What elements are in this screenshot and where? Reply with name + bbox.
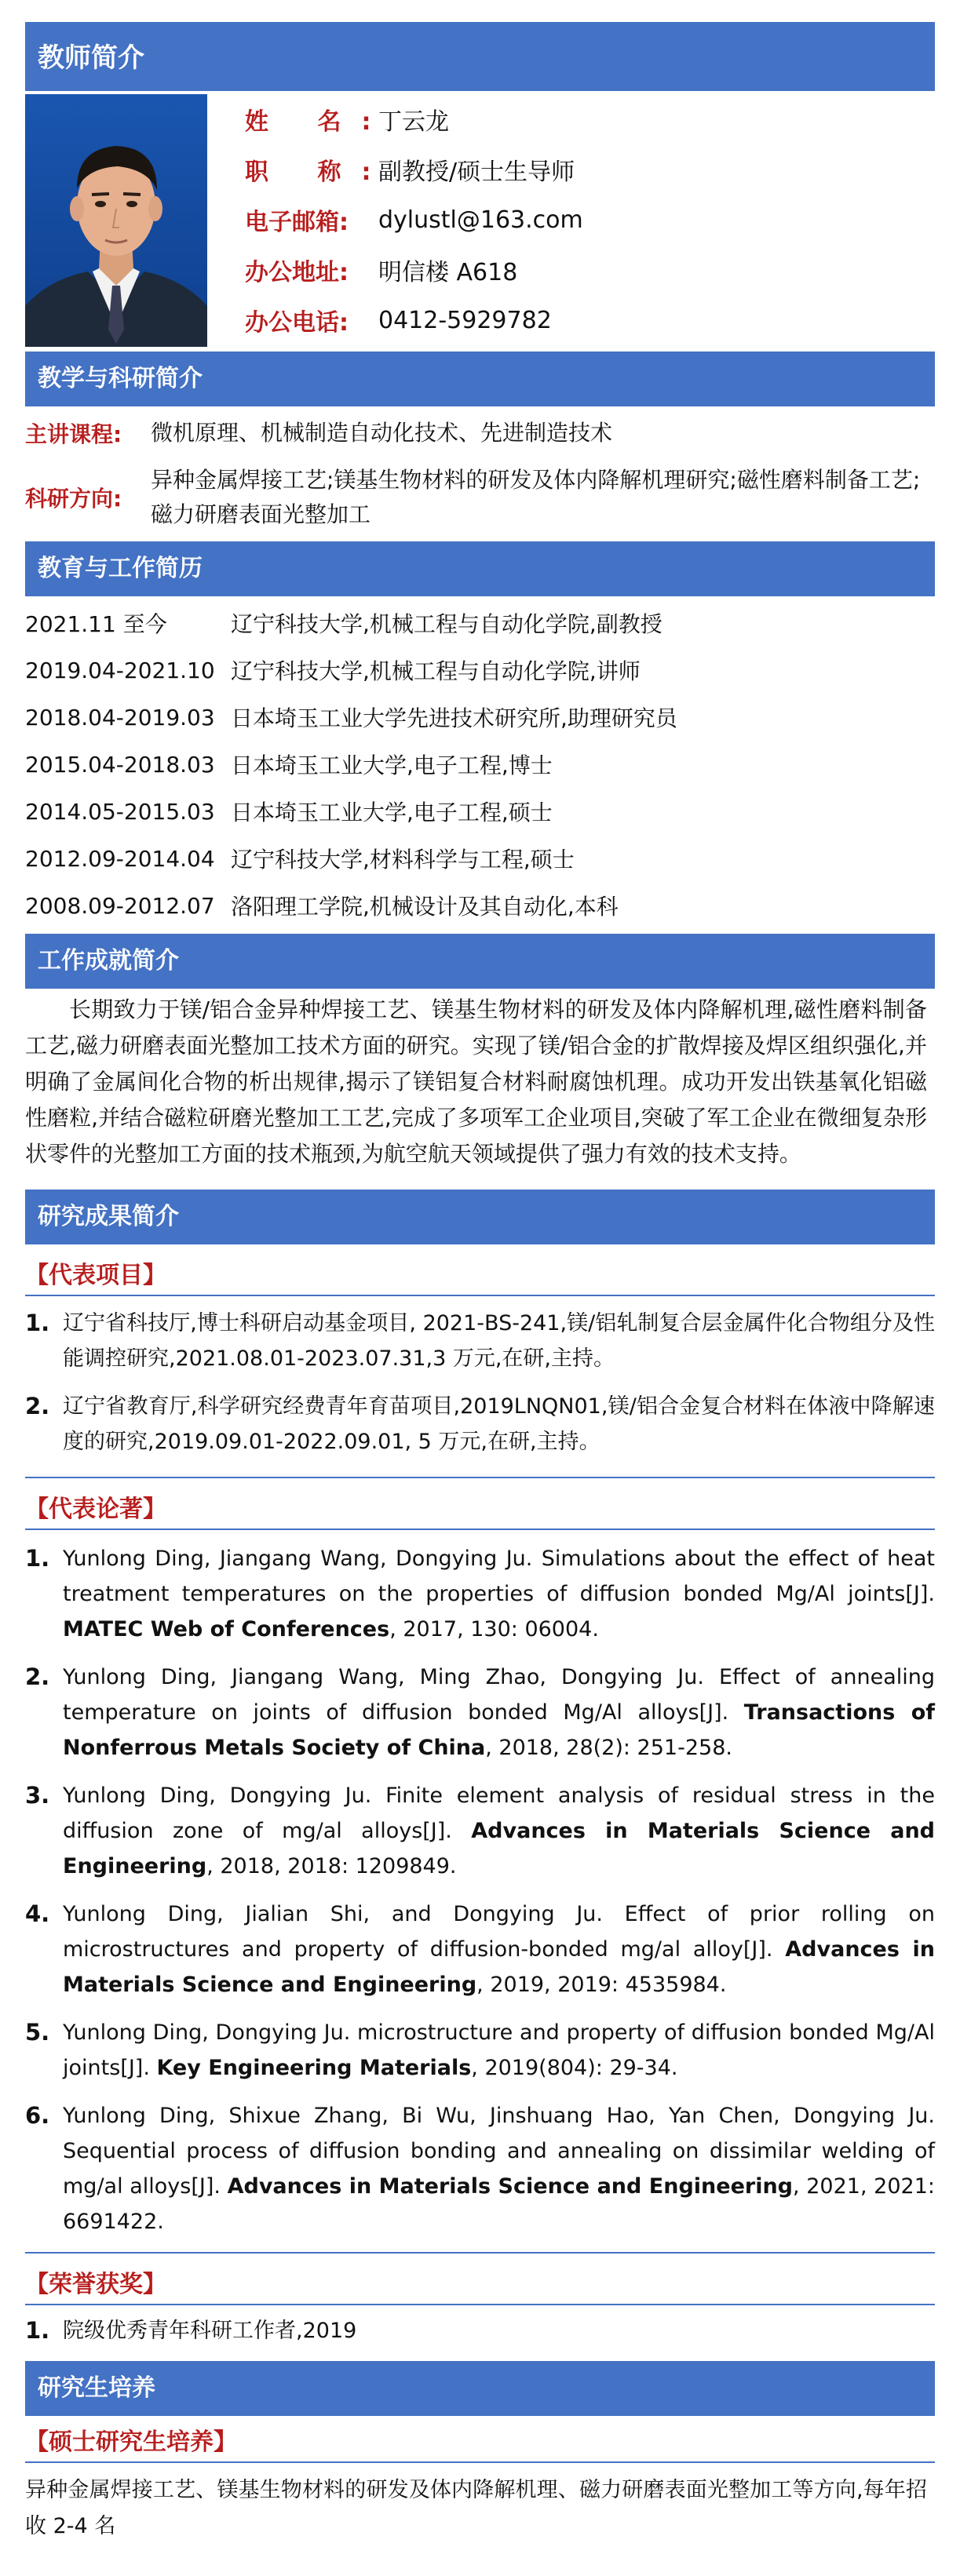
item-number: 1. <box>25 1310 50 1336</box>
office-label: 办公地址: <box>245 259 349 286</box>
divider <box>25 2252 935 2254</box>
email-value[interactable]: dylustl@163.com <box>378 206 583 234</box>
education-item <box>25 882 935 929</box>
office-value: 明信楼 A618 <box>378 259 518 286</box>
title-label: 职 称: <box>245 158 392 186</box>
paper-item <box>25 2098 935 2239</box>
project-text: 辽宁省教育厅,科学研究经费青年育苗项目,2019LNQN01,镁/铝合金复合材料在体液中降解速度的研究,2019.09.01-2022.09.01, 5 万元,在研,主持。 <box>63 1394 935 1454</box>
paper-citation: , 2021, 2021: 6691422. <box>63 2174 935 2234</box>
paper-item <box>25 1541 935 1647</box>
honor-item <box>25 2313 935 2348</box>
paper-authors-title: Yunlong Ding, Jiangang Wang, Dongying Ju. Simulations about the effect of heat treatment temperatures on the properties of diffusion bonded Mg/Al joints[J]. <box>63 1547 935 1606</box>
paper-item <box>25 1896 935 2002</box>
paper-item <box>25 1660 935 1765</box>
education-item <box>25 599 935 647</box>
project-item <box>25 1389 935 1459</box>
education-desc: 辽宁科技大学,机械工程与自动化学院,副教授 <box>231 611 663 637</box>
divider <box>25 2304 935 2305</box>
education-item <box>25 788 935 835</box>
education-date: 2008.09-2012.07 <box>25 892 215 919</box>
direction-value: 异种金属焊接工艺;镁基生物材料的研发及体内降解机理研究;磁性磨料制备工艺;磁力研磨表面光整加工 <box>151 467 921 527</box>
honor-text: 院级优秀青年科研工作者,2019 <box>63 2319 357 2343</box>
paper-text <box>63 1778 935 1884</box>
paper-text <box>63 2098 935 2239</box>
paper-text <box>63 1541 935 1647</box>
phone-row <box>245 295 583 345</box>
paper-text <box>63 1896 935 2002</box>
paper-citation: , 2017, 130: 06004. <box>389 1617 599 1641</box>
paper-authors-title: Yunlong Ding, Jiangang Wang, Ming Zhao, Dongying Ju. Effect of annealing temperature on joints of diffusion bonded Mg/Al alloys[J]. <box>63 1665 935 1725</box>
paper-item <box>25 1778 935 1884</box>
paper-authors-title: Yunlong Ding, Jialian Shi, and Dongying Ju. Effect of prior rolling on microstructures and property of diffusion-bonded mg/al alloy[J]. <box>63 1902 935 1962</box>
teacher-photo <box>25 94 207 347</box>
courses-row <box>25 414 935 452</box>
paper-text <box>63 1660 935 1765</box>
paper-text <box>63 2015 935 2086</box>
paper-journal: Advances in Materials Science and Engineering <box>63 1819 935 1878</box>
item-number: 1. <box>25 1545 50 1572</box>
education-item <box>25 835 935 882</box>
education-date: 2019.04-2021.10 <box>25 657 215 683</box>
item-number: 2. <box>25 1663 50 1690</box>
graduate-title: 【硕士研究生培养】 <box>25 2428 237 2456</box>
item-number: 5. <box>25 2019 50 2046</box>
name-row <box>245 94 583 144</box>
paper-journal: MATEC Web of Conferences <box>63 1617 390 1641</box>
education-date: 2018.04-2019.03 <box>25 704 215 731</box>
paper-item <box>25 2015 935 2086</box>
title-row <box>245 144 583 195</box>
education-desc: 日本埼玉工业大学,电子工程,硕士 <box>231 800 553 825</box>
direction-row <box>25 463 935 532</box>
paper-journal: Transactions of Nonferrous Metals Society of China <box>63 1700 936 1760</box>
education-item <box>25 741 935 788</box>
email-label: 电子邮箱: <box>245 209 349 236</box>
education-desc: 日本埼玉工业大学先进技术研究所,助理研究员 <box>231 705 677 731</box>
projects-title: 【代表项目】 <box>25 1262 166 1289</box>
paper-journal: Advances in Materials Science and Engineering <box>63 1937 935 1997</box>
education-item <box>25 694 935 741</box>
item-number: 6. <box>25 2102 50 2129</box>
project-text: 辽宁省科技厅,博士科研启动基金项目, 2021-BS-241,镁/铝轧制复合层金属件化合物组分及性能调控研究,2021.08.01-2023.07.31,3 万元,在研,主持。 <box>63 1311 935 1371</box>
paper-authors-title: Yunlong Ding, Dongying Ju. Finite element analysis of residual stress in the diffusion zone of mg/al alloys[J]. <box>63 1784 935 1843</box>
item-number: 4. <box>25 1900 50 1927</box>
portrait-image <box>25 94 207 347</box>
divider <box>25 1528 935 1530</box>
name-label: 姓 名: <box>245 108 392 136</box>
education-desc: 辽宁科技大学,机械工程与自动化学院,讲师 <box>231 658 641 684</box>
paper-journal: Advances in Materials Science and Engineering <box>227 2174 794 2199</box>
phone-value: 0412-5929782 <box>378 306 552 334</box>
education-desc: 洛阳理工学院,机械设计及其自动化,本科 <box>231 894 619 920</box>
project-item <box>25 1306 935 1376</box>
section-header-teaching: 教学与科研简介 <box>25 352 935 406</box>
section-header-achievement: 工作成就简介 <box>25 934 935 989</box>
email-row <box>245 195 583 245</box>
section-header-research: 研究成果简介 <box>25 1190 935 1244</box>
graduate-text: 异种金属焊接工艺、镁基生物材料的研发及体内降解机理、磁力研磨表面光整加工等方向,每年招收 2-4 名 <box>25 2478 927 2538</box>
education-list <box>25 599 935 929</box>
paper-citation: , 2019(804): 29-34. <box>471 2056 678 2080</box>
title-value: 副教授/硕士生导师 <box>378 158 575 186</box>
section-header-intro: 教师简介 <box>25 22 935 91</box>
profile-info <box>207 94 583 347</box>
paper-authors-title: Yunlong Ding, Shixue Zhang, Bi Wu, Jinshuang Hao, Yan Chen, Dongying Ju. Sequential process of diffusion bonding and annealing on dissimilar welding of mg/al alloys[J]. <box>63 2104 935 2199</box>
education-date: 2014.05-2015.03 <box>25 798 215 825</box>
paper-citation: , 2018, 2018: 1209849. <box>206 1854 457 1878</box>
direction-label: 科研方向: <box>25 486 122 512</box>
education-item <box>25 647 935 694</box>
honors-title: 【荣誉获奖】 <box>25 2271 166 2298</box>
office-row <box>245 245 583 295</box>
paper-authors-title: Yunlong Ding, Dongying Ju. microstructure and property of diffusion bonded Mg/Al joints[J]. <box>63 2020 935 2080</box>
education-date: 2021.11 至今 <box>25 611 167 637</box>
item-number: 2. <box>25 1393 50 1419</box>
education-date: 2015.04-2018.03 <box>25 751 215 778</box>
divider <box>25 2461 935 2463</box>
teacher-profile-page <box>0 22 960 2576</box>
name-value: 丁云龙 <box>378 108 449 136</box>
profile-block <box>25 94 935 347</box>
section-header-graduate: 研究生培养 <box>25 2361 935 2416</box>
courses-label: 主讲课程: <box>25 421 122 447</box>
achievement-text: 长期致力于镁/铝合金异种焊接工艺、镁基生物材料的研发及体内降解机理,磁性磨料制备工艺,磁力研磨表面光整加工技术方面的研究。实现了镁/铝合金的扩散焊接及焊区组织强化,并明确了金属间化合物的析出规律,揭示了镁铝复合材料耐腐蚀机理。成功开发出铁基氧化铝磁性磨粒,并结合磁粒研磨光整加工工艺,完成了多项军工企业项目,突破了军工企业在微细复杂形状零件的光整加工方面的技术瓶颈,为航空航天领域提供了强力有效的技术支持。 <box>25 997 927 1167</box>
papers-title: 【代表论著】 <box>25 1496 166 1523</box>
divider <box>25 1295 935 1296</box>
item-number: 3. <box>25 1782 50 1809</box>
paper-citation: , 2019, 2019: 4535984. <box>476 1973 727 1997</box>
education-desc: 日本埼玉工业大学,电子工程,博士 <box>231 752 553 778</box>
paper-journal: Key Engineering Materials <box>156 2056 472 2080</box>
phone-label: 办公电话: <box>245 309 349 337</box>
education-desc: 辽宁科技大学,材料科学与工程,硕士 <box>231 847 575 873</box>
education-date: 2012.09-2014.04 <box>25 845 215 872</box>
courses-value: 微机原理、机械制造自动化技术、先进制造技术 <box>151 420 613 446</box>
section-header-education: 教育与工作简历 <box>25 541 935 596</box>
item-number: 1. <box>25 2317 50 2344</box>
paper-citation: , 2018, 28(2): 251-258. <box>485 1736 732 1760</box>
divider <box>25 1477 935 1478</box>
